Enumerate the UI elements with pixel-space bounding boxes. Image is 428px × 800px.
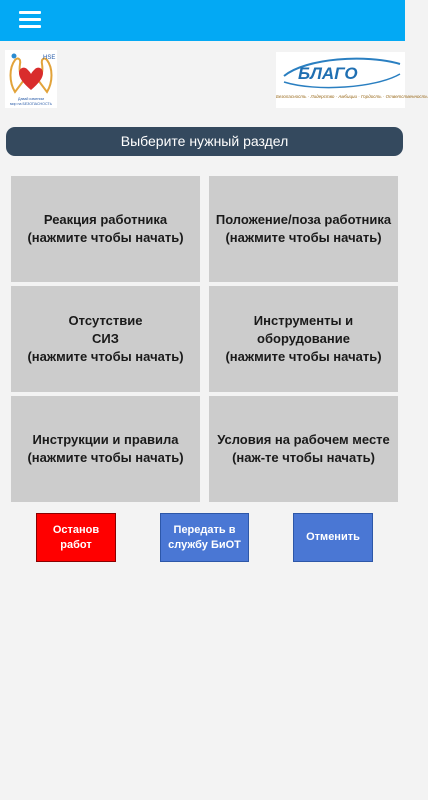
blago-title: БЛАГО [298,64,358,83]
tile-ppe-absence[interactable] [11,286,200,392]
tile-label: Реакция работника (нажмите чтобы начать) [27,212,184,245]
svg-text:HSE: HSE [43,55,56,61]
tile-worker-reaction[interactable] [11,176,200,282]
svg-text:Давай изменим: Давай изменим [18,97,44,101]
stop-work-label: Останов работ [52,523,100,551]
blago-tagline: Безопасность · Лидерство · Амбиции · Гордость · Ответственность [276,94,428,99]
svg-text:мир на БЕЗОПАСНОСТЬ: мир на БЕЗОПАСНОСТЬ [10,102,52,106]
blago-logo [276,52,428,108]
tile-instructions-rules[interactable] [11,396,200,502]
send-label: Передать в службу БиОТ [168,523,241,551]
send-to-biot-button[interactable] [160,513,249,562]
cancel-label: Отменить [306,531,360,543]
stop-work-button[interactable] [36,513,116,562]
tile-workplace-conditions[interactable] [209,396,398,502]
cancel-button[interactable] [293,513,373,562]
tile-label: Отсутствие СИЗ (нажмите чтобы начать) [27,313,184,364]
app-bar [0,0,405,41]
tile-tools-equipment[interactable] [209,286,398,392]
tile-label: Инструменты и оборудование (нажмите чтобы начать) [225,313,382,364]
tile-label: Инструкции и правила (нажмите чтобы начать) [27,432,184,465]
tile-worker-posture[interactable] [209,176,398,282]
safety-logo [5,50,57,108]
tile-label: Условия на рабочем месте (наж-те чтобы начать) [217,432,390,465]
tile-label: Положение/поза работника (нажмите чтобы начать) [215,212,392,245]
section-title: Выберите нужный раздел [6,127,403,156]
hamburger-menu-icon[interactable] [19,11,41,29]
